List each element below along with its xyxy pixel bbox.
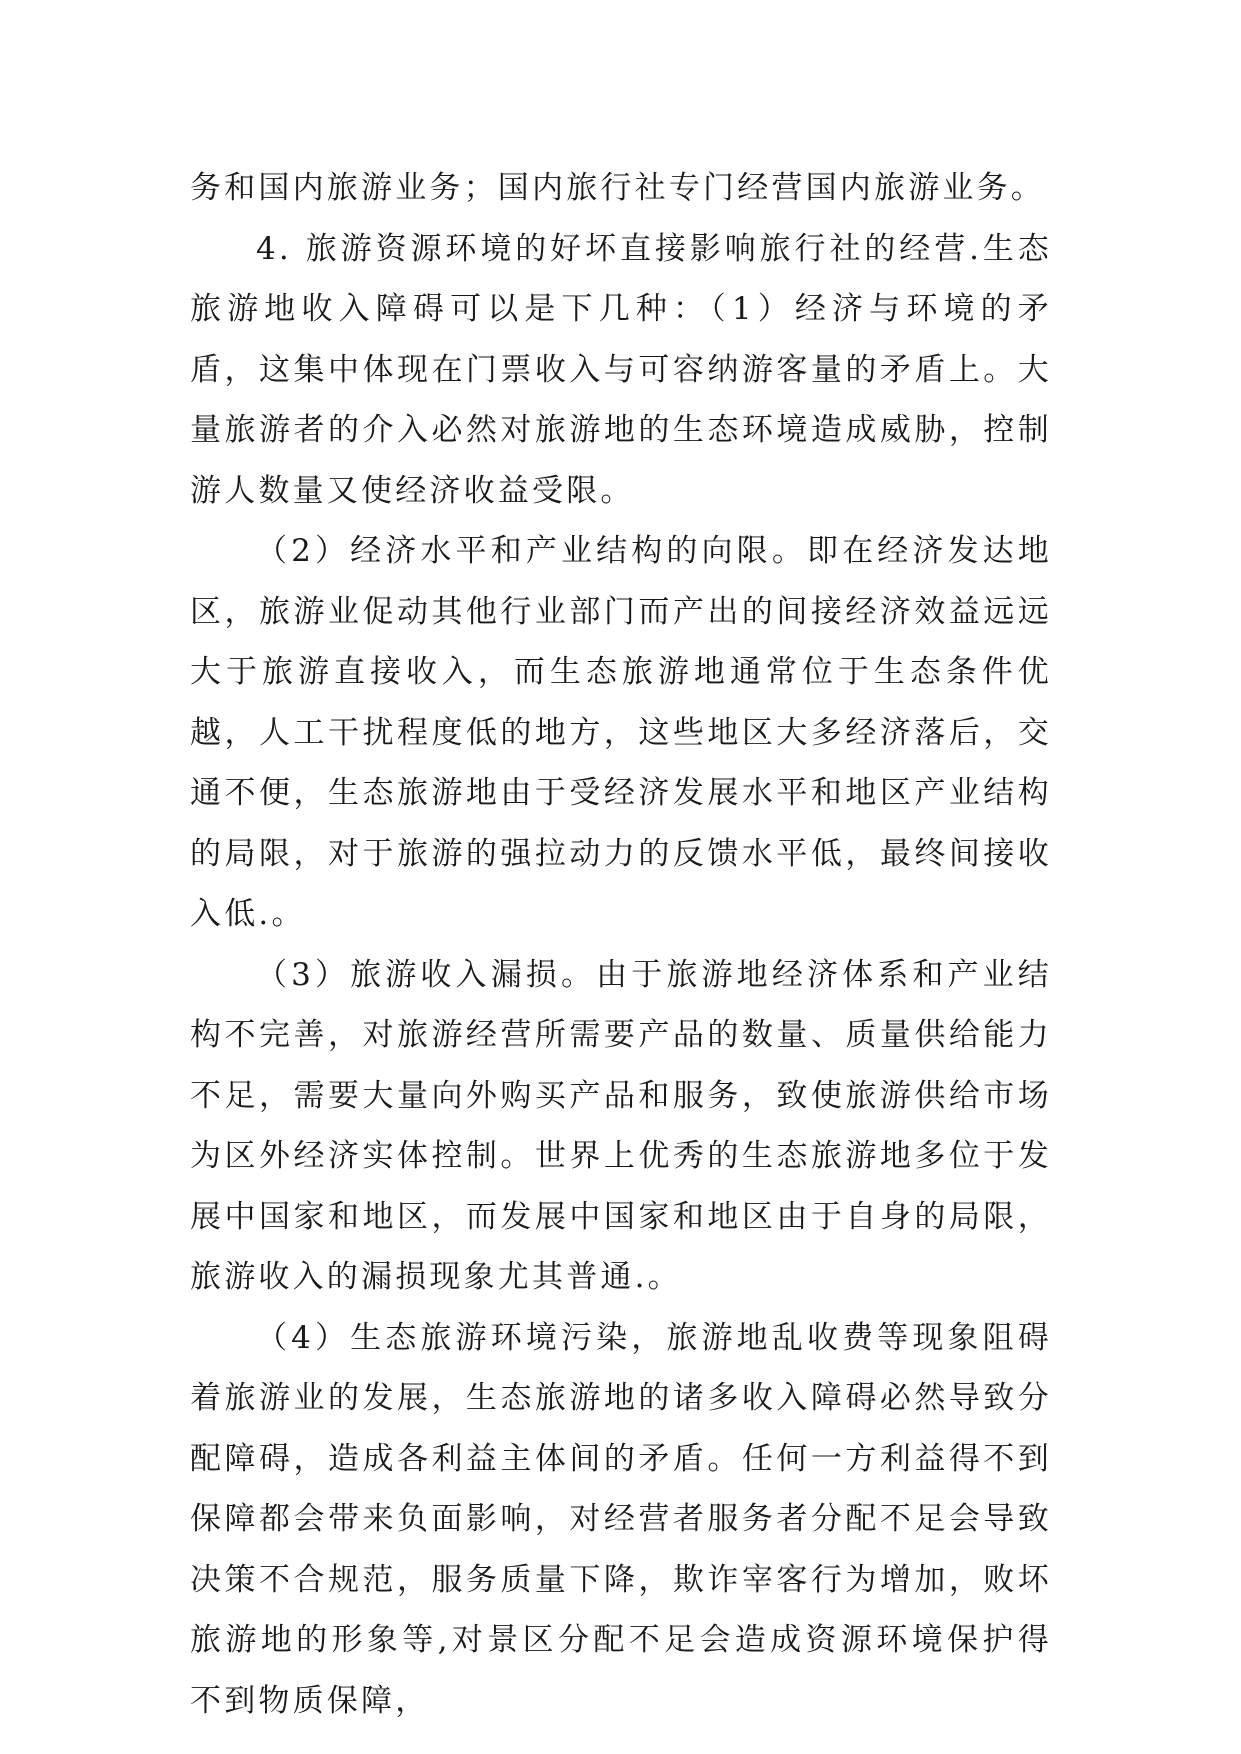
paragraph-item-2: （2）经济水平和产业结构的向限。即在经济发达地区，旅游业促动其他行业部门而产出的间接经济效益远远大于旅游直接收入，而生态旅游地通常位于生态条件优越，人工干扰程度低的地方，这些地区大多经济落后，交通不便，生态旅游地由于受经济发展水平和地区产业结构的局限，对于旅游的强拉动力的反馈水平低，最终间接收入低.。 — [190, 533, 1052, 932]
paragraph-continuation: 务和国内旅游业务；国内旅行社专门经营国内旅游业务。 — [190, 170, 1045, 206]
paragraph-item-3: （3）旅游收入漏损。由于旅游地经济体系和产业结构不完善，对旅游经营所需要产品的数量、质量供给能力不足，需要大量向外购买产品和服务，致使旅游供给市场为区外经济实体控制。世界上优秀的生态旅游地多位于发展中国家和地区，而发展中国家和地区由于自身的局限，旅游收入的漏损现象尤其普通.。 — [190, 956, 1052, 1295]
paragraph-item-4-pollution: （4）生态旅游环境污染，旅游地乱收费等现象阻碍着旅游业的发展，生态旅游地的诸多收入障碍必然导致分配障碍，造成各利益主体间的矛盾。任何一方利益得不到保障都会带来负面影响，对经营者服务者分配不足会导致决策不合规范，服务质量下降，欺诈宰客行为增加，败坏旅游地的形象等,对景区分配不足会造成资源环境保护得不到物质保障， — [190, 1319, 1052, 1719]
document-body — [190, 158, 1052, 1731]
paragraph-item-4: 4. 旅游资源环境的好坏直接影响旅行社的经营.生态旅游地收入障碍可以是下几种：（1）经济与环境的矛盾，这集中体现在门票收入与可容纳游客量的矛盾上。大量旅游者的介入必然对旅游地的生态环境造成威胁，控制游人数量又使经济收益受限。 — [190, 230, 1052, 509]
